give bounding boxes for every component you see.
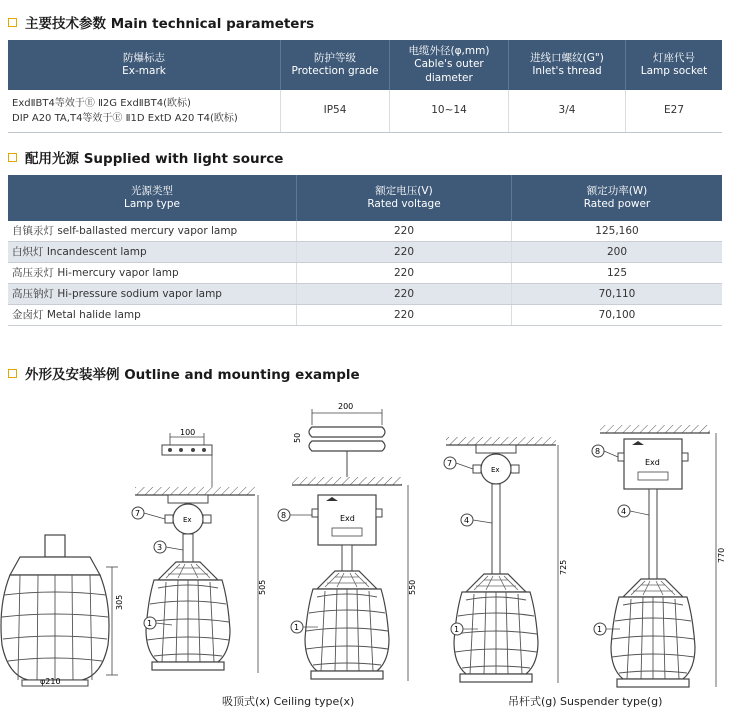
table-header-row — [8, 40, 722, 90]
caption-suspender-type: 吊杆式(g) Suspender type(g) — [508, 695, 663, 708]
light-source-table — [8, 175, 722, 326]
callout-8: 8 — [281, 511, 287, 520]
callout-1: 1 — [454, 625, 460, 634]
outline-mounting-drawing — [0, 385, 729, 691]
protection-cell: IP54 — [281, 90, 390, 133]
table-row: 高压钠灯 Hi-pressure sodium vapor lamp 220 70,110 — [8, 284, 722, 305]
table-row: 自镇汞灯 self-ballasted mercury vapor lamp 220 125,160 — [8, 221, 722, 242]
dim-550: 550 — [408, 579, 417, 595]
svg-text:Ex: Ex — [491, 466, 500, 474]
callout-1: 1 — [294, 623, 300, 632]
callout-4: 4 — [464, 516, 470, 525]
header-lamp-type: 光源类型 Lamp type — [8, 175, 297, 221]
callout-1: 1 — [597, 625, 603, 634]
section-marker-icon — [8, 153, 17, 162]
svg-text:Exd: Exd — [645, 458, 660, 467]
section-marker-icon — [8, 369, 17, 378]
table-row: 高压汞灯 Hi-mercury vapor lamp 220 125 — [8, 263, 722, 284]
lamp-ceiling-type-1 — [132, 428, 267, 673]
lamp-suspender-type-2 — [592, 425, 726, 687]
dim-305: 305 — [115, 594, 124, 610]
dim-50: 50 — [293, 432, 302, 443]
callout-1: 1 — [147, 619, 153, 628]
section-title-light-source: 配用光源 Supplied with light source — [8, 147, 283, 167]
lamp-ceiling-type-2 — [278, 402, 417, 681]
table-row: 金卤灯 Metal halide lamp 220 70,100 — [8, 305, 722, 326]
dim-200: 200 — [338, 402, 354, 411]
header-rated-power: 额定功率(W) Rated power — [512, 175, 723, 221]
callout-7: 7 — [447, 459, 453, 468]
header-cable-diameter: 电缆外径(φ,mm) Cable's outer diameter — [390, 40, 509, 90]
callout-7: 7 — [135, 509, 141, 518]
ex-mark-small: Ex — [183, 516, 192, 524]
box-label: Exd — [340, 514, 355, 523]
technical-parameters-table — [8, 40, 722, 133]
socket-cell: E27 — [626, 90, 723, 133]
header-inlet-thread: 进线口螺纹(G") Inlet's thread — [509, 40, 626, 90]
header-lamp-socket: 灯座代号 Lamp socket — [626, 40, 723, 90]
section-title-technical: 主要技术参数 Main technical parameters — [8, 12, 314, 32]
header-protection-grade: 防护等级 Protection grade — [281, 40, 390, 90]
cable-cell: 10~14 — [390, 90, 509, 133]
dim-505: 505 — [258, 579, 267, 595]
callout-4: 4 — [621, 507, 627, 516]
section-marker-icon — [8, 18, 17, 27]
table-row — [8, 90, 722, 133]
table-row: 白炽灯 Incandescent lamp 220 200 — [8, 242, 722, 263]
dim-725: 725 — [559, 559, 568, 575]
thread-cell: 3/4 — [509, 90, 626, 133]
header-ex-mark: 防爆标志 Ex-mark — [8, 40, 281, 90]
header-rated-voltage: 额定电压(V) Rated voltage — [297, 175, 512, 221]
dim-770: 770 — [717, 547, 726, 563]
dim-diameter-210: φ210 — [40, 677, 61, 686]
ex-mark-cell: ExdⅡBT4等效于Ⓔ Ⅱ2G ExdⅡBT4(欧标) DIP A20 TA,T4等效于Ⓔ Ⅱ1D ExtD A20 T4(欧标) — [8, 90, 281, 133]
caption-ceiling-type: 吸顶式(x) Ceiling type(x) — [222, 695, 355, 708]
callout-8: 8 — [595, 447, 601, 456]
dim-100: 100 — [180, 428, 196, 437]
callout-3: 3 — [157, 543, 163, 552]
lamp-suspender-type-1 — [444, 437, 568, 683]
table-header-row — [8, 175, 722, 221]
section-title-outline: 外形及安装举例 Outline and mounting example — [8, 363, 360, 383]
lamp-front-view — [1, 535, 124, 686]
